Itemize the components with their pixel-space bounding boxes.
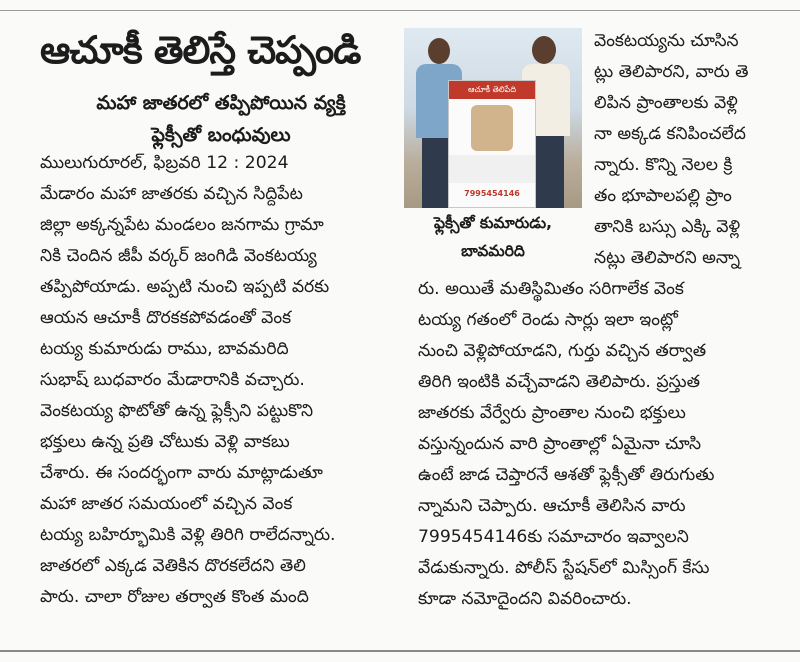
article-line: తం భూపాలపల్లి ప్రాం [594, 186, 732, 206]
article-line: వెంకటయ్యను చూసిన [594, 31, 739, 51]
top-rule [0, 10, 800, 11]
article-line: చేశారు. ఈ సందర్భంగా వారు మాట్లాడుతూ [40, 463, 323, 483]
article-line: కూడా నమోదైందని వివరించారు. [418, 589, 632, 609]
article-line: మేడారం మహా జాతరకు వచ్చిన సిద్దిపేట [40, 184, 303, 204]
article-line: జాతరకు వేర్వేరు ప్రాంతాల నుంచి భక్తులు [418, 403, 686, 423]
article-line: ఆయన ఆచూకీ దొరకకపోవడంతో వెంక [40, 308, 292, 328]
article-line: తిరిగి ఇంటికి వచ్చేవాడని తెలిపారు. ప్రస్తుత [418, 372, 700, 392]
photo-caption-line-2: బావమరిది [461, 242, 525, 260]
article-line: వెంకటయ్య ఫొటోతో ఉన్న ఫ్లెక్సీని పట్టుకొని [40, 401, 314, 421]
article-line: తప్పిపోయాడు. అప్పటి నుంచి ఇప్పటి వరకు [40, 277, 330, 297]
article-line: జాతరలో ఎక్కడ వెతికిన దొరకలేదని తెలి [40, 556, 306, 576]
column-separator [410, 24, 411, 264]
banner-name-block [449, 155, 535, 183]
article-column-2-top [594, 26, 794, 274]
article-line: 7995454146కు సమాచారం ఇవ్వాలని [418, 527, 689, 547]
article-line: ఉంటే జాడ చెప్తారనే ఆశతో ఫ్లెక్సీతో తిరుగుతు [418, 465, 715, 485]
article-column-1 [40, 148, 402, 613]
subhead-line-1: మహా జాతరలో తప్పిపోయిన వ్యక్తి [96, 92, 346, 114]
article-column-2-bottom [418, 274, 794, 615]
article-line: లిపిన ప్రాంతాలకు వెళ్లి [594, 93, 738, 113]
article-line: పారు. చాలా రోజుల తర్వాత కొంత మంది [40, 587, 309, 607]
photo-caption-line-1: ఫ్లెక్సీతో కుమారుడు, [433, 214, 553, 232]
banner-phone: 7995454146 [464, 189, 520, 198]
article-line: ములుగురూరల్, ఫిబ్రవరి 12 : 2024 [40, 153, 289, 173]
news-photo [404, 28, 582, 208]
bottom-rule [0, 650, 800, 652]
article-line: సుభాష్ బుధవారం మేడారానికి వచ్చారు. [40, 370, 305, 390]
article-line: నట్లు తెలిపారని అన్నా [594, 248, 741, 268]
article-line: రు. అయితే మతిస్థిమితం సరిగాలేక వెంక [418, 279, 684, 299]
article-line: నా అక్కడ కనిపించలేద [594, 124, 746, 144]
article-line: టయ్య గతంలో రెండు సార్లు ఇలా ఇంట్లో [418, 310, 678, 330]
article-line: టయ్య బహిర్భూమికి వెళ్లి తిరిగి రాలేదన్నారు. [40, 525, 336, 545]
article-line: జిల్లా అక్కన్నపేట మండలం జనగామ గ్రామా [40, 215, 324, 235]
article-line: నుంచి వెళ్లిపోయాడని, గుర్తు వచ్చిన తర్వాత [418, 341, 707, 361]
article-line: తానికి బస్సు ఎక్కి వెళ్లి [594, 217, 741, 237]
article-line: ట్లు తెలిపారని, వారు తె [594, 62, 749, 82]
article-line: మహా జాతర సమయంలో వచ్చిన వెంక [40, 494, 293, 514]
headline: ఆచూకీ తెలిస్తే చెప్పండి [40, 28, 361, 72]
article-line: టయ్య కుమారుడు రాము, బావమరిది [40, 339, 289, 359]
article-line: న్నారు. కొన్ని నెలల క్రి [594, 155, 733, 175]
subhead-line-2: ఫ్లెక్సీతో బంధువులు [151, 124, 291, 146]
article-line: నికి చెందిన జీపీ వర్కర్ జంగిడి వెంకటయ్య [40, 246, 317, 266]
banner-heading: ఆచూకీ తెలిపేది [449, 81, 535, 99]
article-line: న్నామని చెప్పారు. ఆచూకీ తెలిసిన వారు [418, 496, 686, 516]
banner-portrait [471, 105, 513, 151]
article-line: భక్తులు ఉన్న ప్రతి చోటుకు వెళ్లి వాకబు [40, 432, 290, 452]
missing-person-flex-banner [448, 80, 536, 208]
article-line: వస్తున్నందున వారి ప్రాంతాల్లో ఏమైనా చూసి [418, 434, 702, 454]
article-line: వేడుకున్నారు. పోలీస్ స్టేషన్‌లో మిస్సింగ్ కేసు [418, 558, 710, 578]
